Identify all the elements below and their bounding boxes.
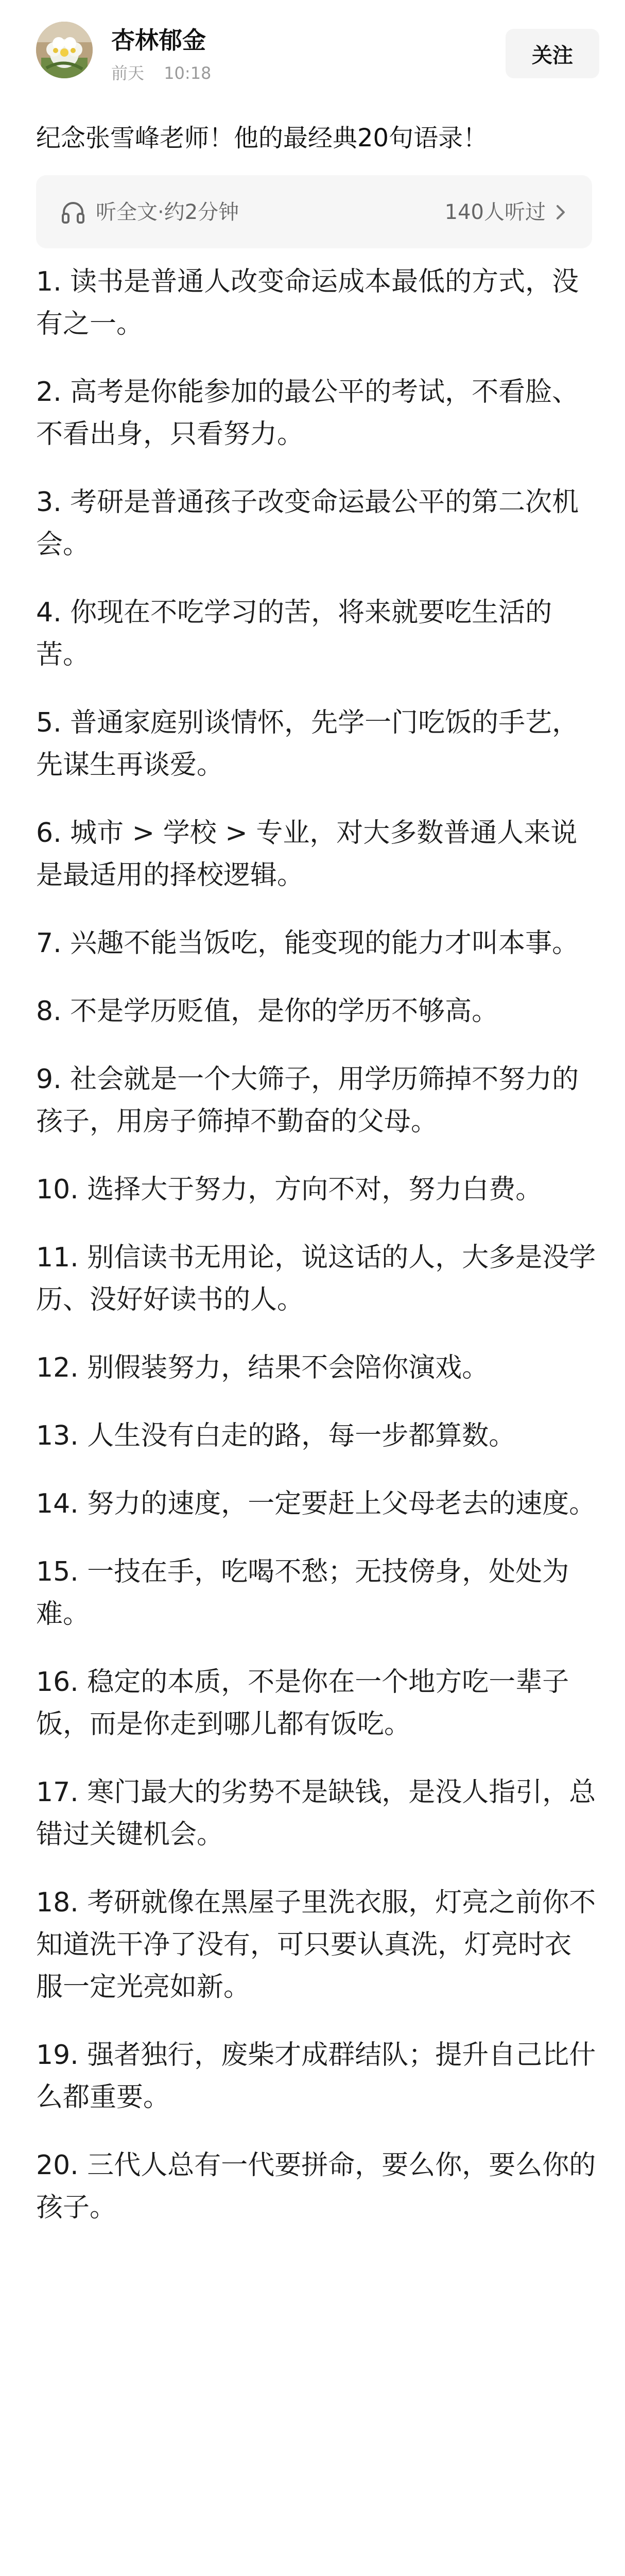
quote-item: 6. 城市 > 学校 > 专业，对大多数普通人来说是最适用的择校逻辑。 (36, 818, 578, 891)
post-title: 纪念张雪峰老师！他的最经典20句语录！ (36, 124, 488, 152)
quote-item: 2. 高考是你能参加的最公平的考试，不看脸、不看出身，只看努力。 (36, 377, 579, 450)
listen-count: 140人听过 (444, 200, 546, 224)
post-meta (111, 63, 225, 83)
quote-item: 3. 考研是普通孩子改变命运最公平的第二次机会。 (36, 487, 579, 560)
quote-item: 7. 兴趣不能当饭吃，能变现的能力才叫本事。 (36, 928, 579, 959)
quote-list (36, 261, 597, 2255)
quote-item: 11. 别信读书无用论，说这话的人，大多是没学历、没好好读书的人。 (36, 1242, 596, 1315)
listen-label: 听全文·约2分钟 (96, 200, 239, 224)
post-header (0, 0, 625, 98)
quote-item: 5. 普通家庭别谈情怀，先学一门吃饭的手艺，先谋生再谈爱。 (36, 707, 579, 781)
listen-full-text-bar[interactable] (36, 175, 592, 248)
quote-item: 4. 你现在不吃学习的苦，将来就要吃生活的苦。 (36, 597, 552, 670)
chevron-right-icon (553, 203, 568, 222)
author-name[interactable]: 杏林郁金 (111, 26, 206, 54)
quote-item: 17. 寒门最大的劣势不是缺钱，是没人指引，总错过关键机会。 (36, 1777, 596, 1850)
quote-item: 14. 努力的速度，一定要赶上父母老去的速度。 (36, 1488, 596, 1519)
avatar[interactable] (36, 22, 93, 78)
quote-item: 20. 三代人总有一代要拼命，要么你，要么你的孩子。 (36, 2150, 596, 2223)
follow-button[interactable]: 关注 (506, 29, 599, 78)
quote-item: 19. 强者独行，废柴才成群结队；提升自己比什么都重要。 (36, 2040, 596, 2113)
quote-item: 8. 不是学历贬值，是你的学历不够高。 (36, 996, 499, 1027)
post-time: 10:18 (164, 63, 212, 83)
avatar-flower-image (36, 22, 93, 78)
quote-item: 1. 读书是普通人改变命运成本最低的方式，没有之一。 (36, 266, 579, 340)
quote-item: 18. 考研就像在黑屋子里洗衣服，灯亮之前你不知道洗干净了没有，可只要认真洗，灯亮时衣服一定光亮如新。 (36, 1887, 596, 2003)
quote-item: 10. 选择大于努力，方向不对，努力白费。 (36, 1174, 543, 1205)
headphone-icon (60, 199, 86, 226)
quote-item: 16. 稳定的本质，不是你在一个地方吃一辈子饭，而是你走到哪儿都有饭吃。 (36, 1667, 569, 1740)
post-date: 前天 (111, 63, 145, 83)
quote-item: 13. 人生没有白走的路，每一步都算数。 (36, 1420, 516, 1451)
quote-item: 12. 别假装努力，结果不会陪你演戏。 (36, 1352, 489, 1383)
quote-item: 15. 一技在手，吃喝不愁；无技傍身，处处为难。 (36, 1556, 569, 1630)
quote-item: 9. 社会就是一个大筛子，用学历筛掉不努力的孩子，用房子筛掉不勤奋的父母。 (36, 1064, 579, 1137)
